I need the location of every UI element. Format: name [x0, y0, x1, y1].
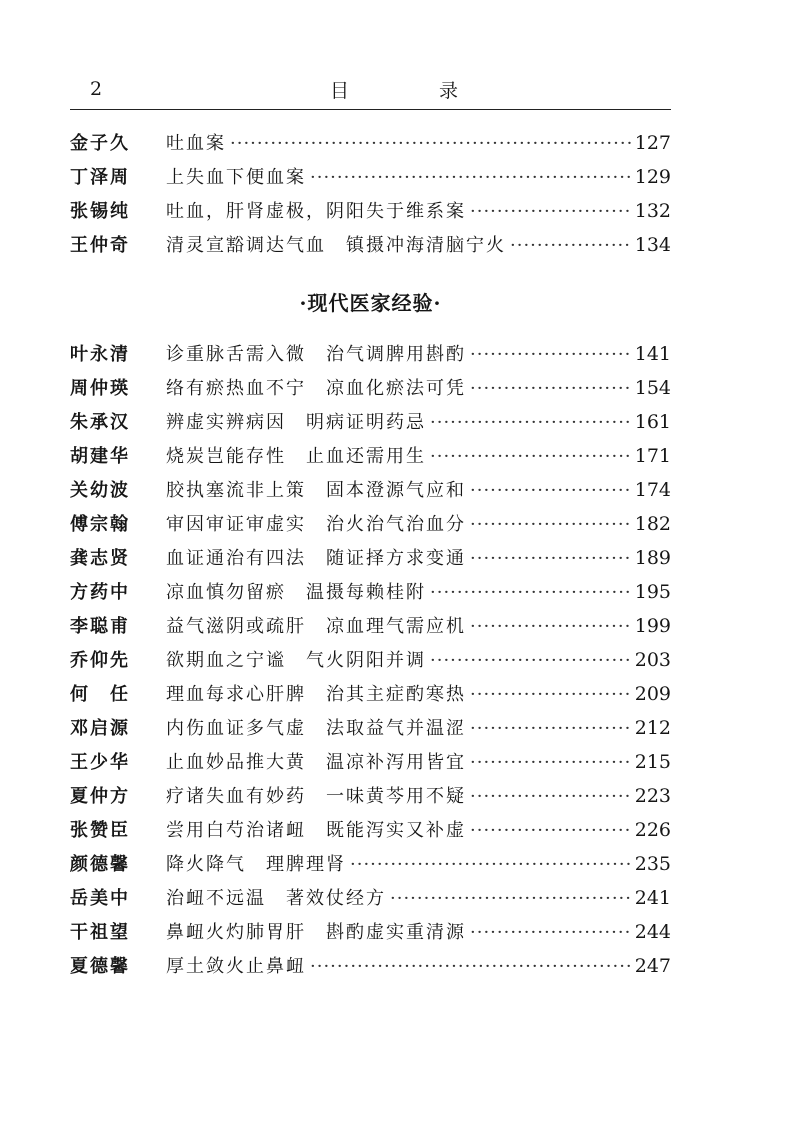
dot-leader — [470, 514, 631, 535]
toc-entry-title: 清灵宣豁调达气血 镇摄冲海清脑宁火 — [166, 235, 506, 256]
toc-entry-author: 乔仰先 — [70, 650, 130, 671]
toc-entry-title: 凉血慎勿留瘀 温摄每赖桂附 — [166, 582, 426, 603]
toc-entry-author: 叶永清 — [70, 344, 130, 365]
toc-entry-author: 王仲奇 — [70, 235, 130, 256]
dot-leader — [430, 650, 631, 671]
toc-entry-title: 烧炭岂能存性 止血还需用生 — [166, 446, 426, 467]
dot-leader — [310, 956, 631, 977]
toc-entry-title: 治衄不远温 著效仗经方 — [166, 888, 386, 909]
toc-entry-title: 审因审证审虚实 治火治气治血分 — [166, 514, 466, 535]
toc-entry-page: 189 — [634, 547, 671, 569]
toc-entry-page: 226 — [634, 819, 671, 841]
toc-list-top — [70, 129, 671, 265]
toc-entry — [70, 918, 671, 952]
toc-entry-title: 欲期血之宁谧 气火阴阳并调 — [166, 650, 426, 671]
toc-entry — [70, 782, 671, 816]
toc-entry — [70, 578, 671, 612]
dot-leader — [470, 480, 631, 501]
toc-entry — [70, 850, 671, 884]
toc-entry-title: 吐血案 — [166, 133, 226, 154]
toc-entry-title: 益气滋阴或疏肝 凉血理气需应机 — [166, 616, 466, 637]
toc-entry-author: 何 任 — [70, 684, 130, 705]
toc-entry-page: 171 — [634, 445, 671, 467]
toc-entry-title: 疗诸失血有妙药 一味黄芩用不疑 — [166, 786, 466, 807]
dot-leader — [470, 684, 631, 705]
dot-leader — [470, 344, 631, 365]
header-rule — [70, 109, 671, 110]
toc-entry — [70, 231, 671, 265]
toc-entry-title: 鼻衄火灼肺胃肝 斟酌虚实重清源 — [166, 922, 466, 943]
toc-entry-author: 夏仲方 — [70, 786, 130, 807]
toc-entry-author: 周仲瑛 — [70, 378, 130, 399]
toc-entry-author: 关幼波 — [70, 480, 130, 501]
dot-leader — [230, 133, 631, 154]
toc-entry — [70, 340, 671, 374]
dot-leader — [470, 786, 631, 807]
toc-entry — [70, 612, 671, 646]
toc-entry-page: 223 — [634, 785, 671, 807]
toc-entry-author: 龚志贤 — [70, 548, 130, 569]
toc-entry — [70, 680, 671, 714]
toc-entry-author: 夏德馨 — [70, 956, 130, 977]
toc-entry-page: 182 — [634, 513, 671, 535]
dot-leader — [430, 412, 631, 433]
running-title: 目 录 — [330, 80, 501, 102]
toc-entry-page: 244 — [634, 921, 671, 943]
toc-entry — [70, 163, 671, 197]
toc-entry-author: 邓启源 — [70, 718, 130, 739]
toc-entry-page: 134 — [634, 234, 671, 256]
toc-entry-title: 上失血下便血案 — [166, 167, 306, 188]
toc-entry-page: 127 — [634, 132, 671, 154]
toc-entry-page: 209 — [634, 683, 671, 705]
toc-entry-title: 内伤血证多气虚 法取益气并温涩 — [166, 718, 466, 739]
dot-leader — [470, 548, 631, 569]
toc-entry-page: 161 — [634, 411, 671, 433]
dot-leader — [390, 888, 631, 909]
dot-leader — [310, 167, 631, 188]
toc-entry-page: 241 — [634, 887, 671, 909]
toc-entry-page: 154 — [634, 377, 671, 399]
dot-leader — [510, 235, 631, 256]
dot-leader — [430, 446, 631, 467]
toc-entry-author: 朱承汉 — [70, 412, 130, 433]
dot-leader — [350, 854, 631, 875]
toc-entry-title: 辨虚实辨病因 明病证明药忌 — [166, 412, 426, 433]
toc-entry-page: 203 — [634, 649, 671, 671]
dot-leader — [430, 582, 631, 603]
toc-entry-page: 212 — [634, 717, 671, 739]
toc-entry-author: 李聪甫 — [70, 616, 130, 637]
dot-leader — [470, 718, 631, 739]
toc-entry — [70, 476, 671, 510]
toc-entry-page: 215 — [634, 751, 671, 773]
toc-list-modern — [70, 340, 671, 986]
toc-entry-author: 傅宗翰 — [70, 514, 130, 535]
toc-entry — [70, 442, 671, 476]
toc-entry-author: 颜德馨 — [70, 854, 130, 875]
toc-entry-title: 厚土敛火止鼻衄 — [166, 956, 306, 977]
dot-leader — [470, 820, 631, 841]
toc-entry-page: 235 — [634, 853, 671, 875]
toc-entry-title: 理血每求心肝脾 治其主症酌寒热 — [166, 684, 466, 705]
toc-entry — [70, 714, 671, 748]
toc-entry-title: 降火降气 理脾理肾 — [166, 854, 346, 875]
toc-entry-page: 141 — [634, 343, 671, 365]
dot-leader — [470, 616, 631, 637]
toc-entry-author: 方药中 — [70, 582, 130, 603]
toc-entry-page: 174 — [634, 479, 671, 501]
toc-entry — [70, 748, 671, 782]
toc-entry — [70, 374, 671, 408]
toc-entry — [70, 816, 671, 850]
toc-entry — [70, 544, 671, 578]
toc-entry-title: 尝用白芍治诸衄 既能泻实又补虚 — [166, 820, 466, 841]
toc-entry-page: 247 — [634, 955, 671, 977]
dot-leader — [470, 201, 631, 222]
dot-leader — [470, 752, 631, 773]
dot-leader — [470, 378, 631, 399]
toc-entry — [70, 197, 671, 231]
toc-entry-author: 张锡纯 — [70, 201, 130, 222]
toc-entry-title: 胶执塞流非上策 固本澄源气应和 — [166, 480, 466, 501]
toc-entry — [70, 646, 671, 680]
toc-entry-author: 岳美中 — [70, 888, 130, 909]
toc-entry-author: 金子久 — [70, 133, 130, 154]
toc-entry-author: 张赞臣 — [70, 820, 130, 841]
toc-entry-title: 止血妙品推大黄 温凉补泻用皆宜 — [166, 752, 466, 773]
toc-entry-author: 干祖望 — [70, 922, 130, 943]
page-number: 2 — [90, 78, 103, 100]
toc-entry-page: 129 — [634, 166, 671, 188]
toc-entry — [70, 510, 671, 544]
toc-entry-title: 血证通治有四法 随证择方求变通 — [166, 548, 466, 569]
toc-entry-title: 吐血，肝肾虚极，阴阳失于维系案 — [166, 201, 466, 222]
dot-leader — [470, 922, 631, 943]
toc-entry-author: 王少华 — [70, 752, 130, 773]
toc-entry-page: 195 — [634, 581, 671, 603]
toc-entry-page: 132 — [634, 200, 671, 222]
section-heading: ·现代医家经验· — [299, 291, 442, 315]
toc-entry — [70, 408, 671, 442]
toc-entry-author: 丁泽周 — [70, 167, 130, 188]
toc-entry-page: 199 — [634, 615, 671, 637]
toc-entry — [70, 884, 671, 918]
toc-entry-title: 诊重脉舌需入微 治气调脾用斟酌 — [166, 344, 466, 365]
toc-entry-title: 络有瘀热血不宁 凉血化瘀法可凭 — [166, 378, 466, 399]
toc-entry — [70, 952, 671, 986]
toc-entry-author: 胡建华 — [70, 446, 130, 467]
toc-entry — [70, 129, 671, 163]
